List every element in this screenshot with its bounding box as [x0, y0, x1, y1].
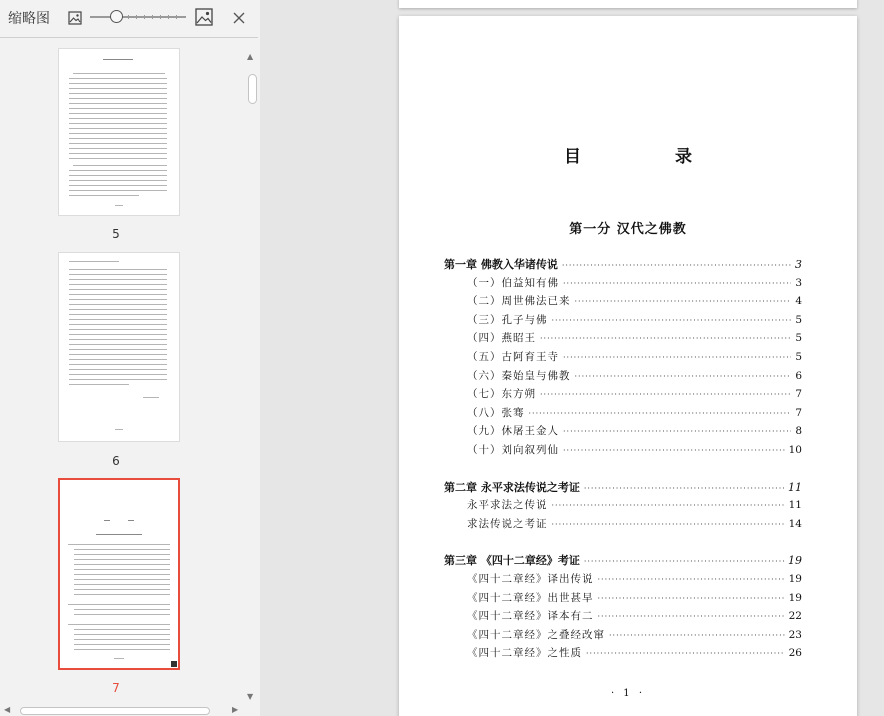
toc-entry-page: 22	[788, 610, 802, 623]
toc-leader-dots	[552, 316, 792, 325]
toc-entry-row[interactable]	[467, 275, 802, 293]
toc-leader-dots	[552, 501, 785, 510]
toc-chapter-title: 第二章 永平求法传说之考证	[444, 480, 580, 494]
toc-chapter-row[interactable]	[444, 479, 802, 497]
toc-entry-row[interactable]	[467, 516, 802, 534]
toc-leader-dots	[563, 353, 791, 362]
toc-entry-row[interactable]	[467, 442, 802, 460]
toc-leader-dots	[563, 427, 791, 436]
toc-entry-row[interactable]	[467, 590, 802, 608]
toc-entry-page: 3	[795, 276, 802, 289]
toc-entry-page: 7	[795, 406, 802, 419]
toc-entry-page: 4	[795, 295, 802, 308]
toc-entry-page: 10	[788, 444, 802, 456]
toc-leader-dots	[598, 612, 785, 621]
vertical-scroll-thumb[interactable]	[248, 74, 257, 104]
toc-leader-dots	[540, 390, 791, 399]
toc-entry-row[interactable]	[467, 405, 802, 423]
toc-chapter-row[interactable]	[444, 256, 802, 274]
toc-entry-row[interactable]	[467, 386, 802, 404]
toc-entry-row[interactable]	[467, 312, 802, 330]
toc-entry-title: 《四十二章经》译本有二	[467, 610, 594, 623]
image-small-icon[interactable]	[66, 9, 84, 27]
toc-entry-title: （八）张骞	[467, 406, 525, 419]
toc-leader-dots	[586, 649, 785, 658]
toc-entry-page: 5	[795, 313, 802, 326]
toc-entry-row[interactable]	[467, 349, 802, 367]
previous-page-edge	[399, 0, 857, 8]
toc-entry-page: 11	[788, 499, 802, 512]
toc-entry-page: 23	[788, 628, 802, 641]
thumbnail-page-7[interactable]	[58, 478, 180, 670]
thumbnail-vertical-scrollbar[interactable]	[246, 50, 258, 706]
toc-entry-title: 《四十二章经》之叠经改窜	[467, 628, 605, 641]
toc-leader-dots	[563, 279, 791, 288]
toc-entry-page: 14	[788, 517, 802, 530]
toc-entry-title: （七）东方朔	[467, 388, 536, 401]
toc-leader-dots	[584, 484, 784, 493]
toc-leader-dots	[609, 631, 785, 640]
panel-title: 缩略图	[8, 11, 50, 27]
close-icon[interactable]	[230, 9, 248, 27]
toc-entry-title: （三）孔子与佛	[467, 313, 548, 326]
toc-chapter-title: 第三章 《四十二章经》考证	[444, 554, 580, 568]
thumbnail-panel	[0, 0, 260, 716]
toc-entry-row[interactable]	[467, 608, 802, 626]
toc-entry-page: 8	[795, 425, 802, 438]
toc-leader-dots	[575, 372, 792, 381]
toc-entry-title: （四）燕昭王	[467, 332, 536, 345]
toc-entry-title: 《四十二章经》译出传说	[467, 573, 594, 585]
document-page	[399, 16, 857, 716]
toc-entry-title: （十）刘向叙列仙	[467, 444, 559, 456]
toc-entry-row[interactable]	[467, 645, 802, 663]
toc-leader-dots	[540, 334, 791, 343]
thumbnail-page-label-selected: 7	[112, 681, 120, 695]
toc-entry-title: 求法传说之考证	[467, 517, 548, 530]
part-title: 第一分 汉代之佛教	[569, 222, 687, 237]
scroll-down-arrow-icon[interactable]: ▼	[247, 692, 254, 701]
thumbnail-page-5[interactable]	[58, 48, 180, 216]
toc-entry-page: 5	[795, 351, 802, 363]
thumbnail-page-label: 5	[112, 227, 120, 241]
toc-entry-row[interactable]	[467, 330, 802, 348]
zoom-slider-knob[interactable]	[110, 10, 123, 23]
toc-chapter-page: 19	[788, 554, 802, 568]
toc-entry-title: （一）伯益知有佛	[467, 276, 559, 289]
toc-entry-row[interactable]	[467, 293, 802, 311]
thumbnail-page-6[interactable]	[58, 252, 180, 442]
toc-leader-dots	[598, 575, 785, 584]
toc-leader-dots	[584, 557, 784, 566]
toc-entry-page: 19	[788, 573, 802, 585]
toc-leader-dots	[563, 446, 785, 455]
toc-leader-dots	[552, 520, 785, 529]
horizontal-scroll-thumb[interactable]	[20, 707, 210, 715]
scroll-left-arrow-icon[interactable]: ◀	[4, 705, 11, 714]
toc-entry-row[interactable]	[467, 627, 802, 645]
toc-leader-dots	[598, 594, 785, 603]
thumbnail-horizontal-scrollbar[interactable]	[0, 706, 258, 716]
toc-entry-title: 永平求法之传说	[467, 499, 548, 512]
scroll-up-arrow-icon[interactable]: ▲	[247, 52, 254, 61]
toc-leader-dots	[562, 261, 791, 270]
page-title: 目 录	[564, 147, 736, 167]
toc-entry-row[interactable]	[467, 571, 802, 589]
toc-entry-title: （五）古阿育王寺	[467, 351, 559, 363]
toc-chapter-page: 3	[795, 258, 802, 271]
toc-chapter-title: 第一章 佛教入华诸传说	[444, 258, 558, 271]
toc-entry-page: 5	[795, 332, 802, 345]
toc-entry-title: （二）周世佛法已来	[467, 295, 571, 308]
image-large-icon[interactable]	[194, 7, 214, 27]
toc-entry-page: 6	[795, 369, 802, 382]
thumbnail-page-label: 6	[112, 454, 120, 468]
toc-entry-row[interactable]	[467, 497, 802, 515]
toc-entry-title: 《四十二章经》出世甚早	[467, 591, 594, 604]
zoom-slider-ticks	[120, 15, 184, 19]
toc-chapter-page: 11	[788, 480, 802, 494]
toc-leader-dots	[529, 409, 792, 418]
thumbnail-list	[0, 38, 245, 706]
toc-leader-dots	[575, 297, 792, 306]
scroll-right-arrow-icon[interactable]: ▶	[232, 705, 239, 714]
toc-chapter-row[interactable]	[444, 552, 802, 570]
document-view[interactable]	[268, 0, 884, 716]
toc-entry-page: 26	[788, 647, 802, 660]
page-number-footer: · 1 ·	[610, 688, 646, 699]
toc-entry-page: 7	[795, 388, 802, 401]
toc-entry-title: （六）秦始皇与佛教	[467, 369, 571, 382]
toc-entry-row[interactable]	[467, 368, 802, 386]
toc-entry-row[interactable]	[467, 423, 802, 441]
toc-entry-title: （九）休屠王金人	[467, 425, 559, 438]
toc-entry-page: 19	[788, 591, 802, 604]
toc-entry-title: 《四十二章经》之性质	[467, 647, 582, 660]
thumbnail-panel-header	[0, 0, 260, 36]
